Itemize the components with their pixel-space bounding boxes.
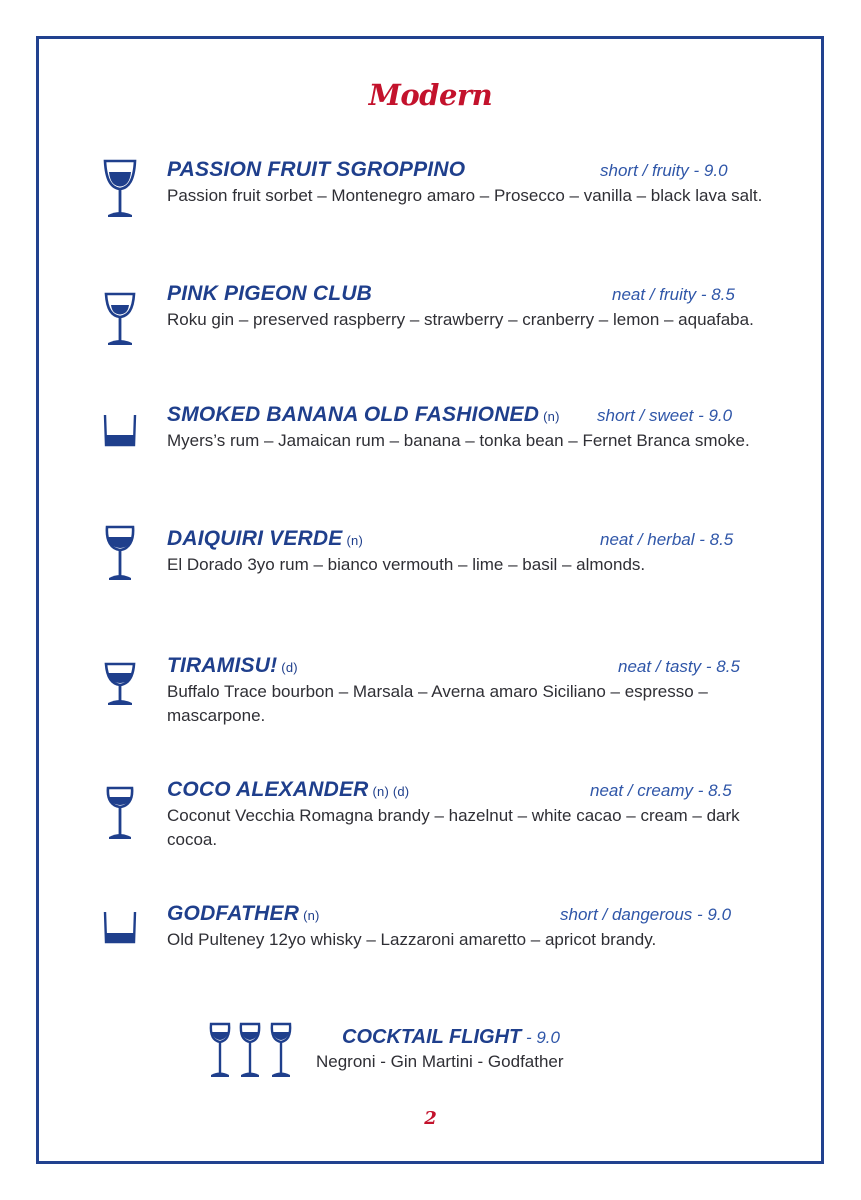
item-description: Old Pulteney 12yo whisky – Lazzaroni amaretto – apricot brandy. [167, 930, 657, 949]
item-meta: neat / tasty - 8.5 [618, 657, 740, 676]
flight-price: - 9.0 [521, 1028, 560, 1047]
item-description: El Dorado 3yo rum – bianco vermouth – lime – basil – almonds. [167, 555, 646, 574]
item-name: COCO ALEXANDER (n) (d) [167, 778, 410, 801]
three-glasses-icon [206, 1022, 298, 1080]
item-meta: neat / fruity - 8.5 [612, 285, 735, 304]
item-name: PINK PIGEON CLUB [167, 282, 373, 305]
item-description: Coconut Vecchia Romagna brandy – hazelnut – white cacao – cream – dark cocoa. [167, 806, 740, 849]
item-meta: neat / creamy - 8.5 [590, 781, 732, 800]
item-name: DAIQUIRI VERDE (n) [167, 527, 363, 550]
flight-list: Negroni - Gin Martini - Godfather [316, 1052, 564, 1071]
nick-and-nora-glass-icon [98, 660, 142, 724]
wine-glass-icon [98, 786, 142, 850]
coupe-glass-icon [98, 158, 142, 222]
item-description: Passion fruit sorbet – Montenegro amaro – Prosecco – vanilla – black lava salt. [167, 186, 763, 205]
page-title: Modern [368, 78, 493, 112]
item-description: Myers’s rum – Jamaican rum – banana – tonka bean – Fernet Branca smoke. [167, 431, 750, 450]
item-description: Roku gin – preserved raspberry – strawberry – cranberry – lemon – aquafaba. [167, 310, 754, 329]
wine-glass-icon [98, 525, 142, 589]
item-name: GODFATHER (n) [167, 902, 320, 925]
item-meta: short / sweet - 9.0 [597, 406, 733, 425]
item-name: TIRAMISU! (d) [167, 654, 298, 677]
coupe-glass-icon [98, 290, 142, 354]
flight-title: COCKTAIL FLIGHT - 9.0 [342, 1026, 560, 1048]
rocks-glass-icon [98, 409, 142, 473]
item-description: Buffalo Trace bourbon – Marsala – Averna amaro Siciliano – espresso – mascarpone. [167, 682, 708, 725]
item-name: PASSION FRUIT SGROPPINO [167, 158, 466, 181]
item-meta: short / dangerous - 9.0 [560, 905, 732, 924]
item-name: SMOKED BANANA OLD FASHIONED (n) [167, 403, 560, 426]
item-meta: short / fruity - 9.0 [600, 161, 728, 180]
item-meta: neat / herbal - 8.5 [600, 530, 734, 549]
page-number: 2 [424, 1108, 437, 1129]
rocks-glass-icon [98, 906, 142, 970]
